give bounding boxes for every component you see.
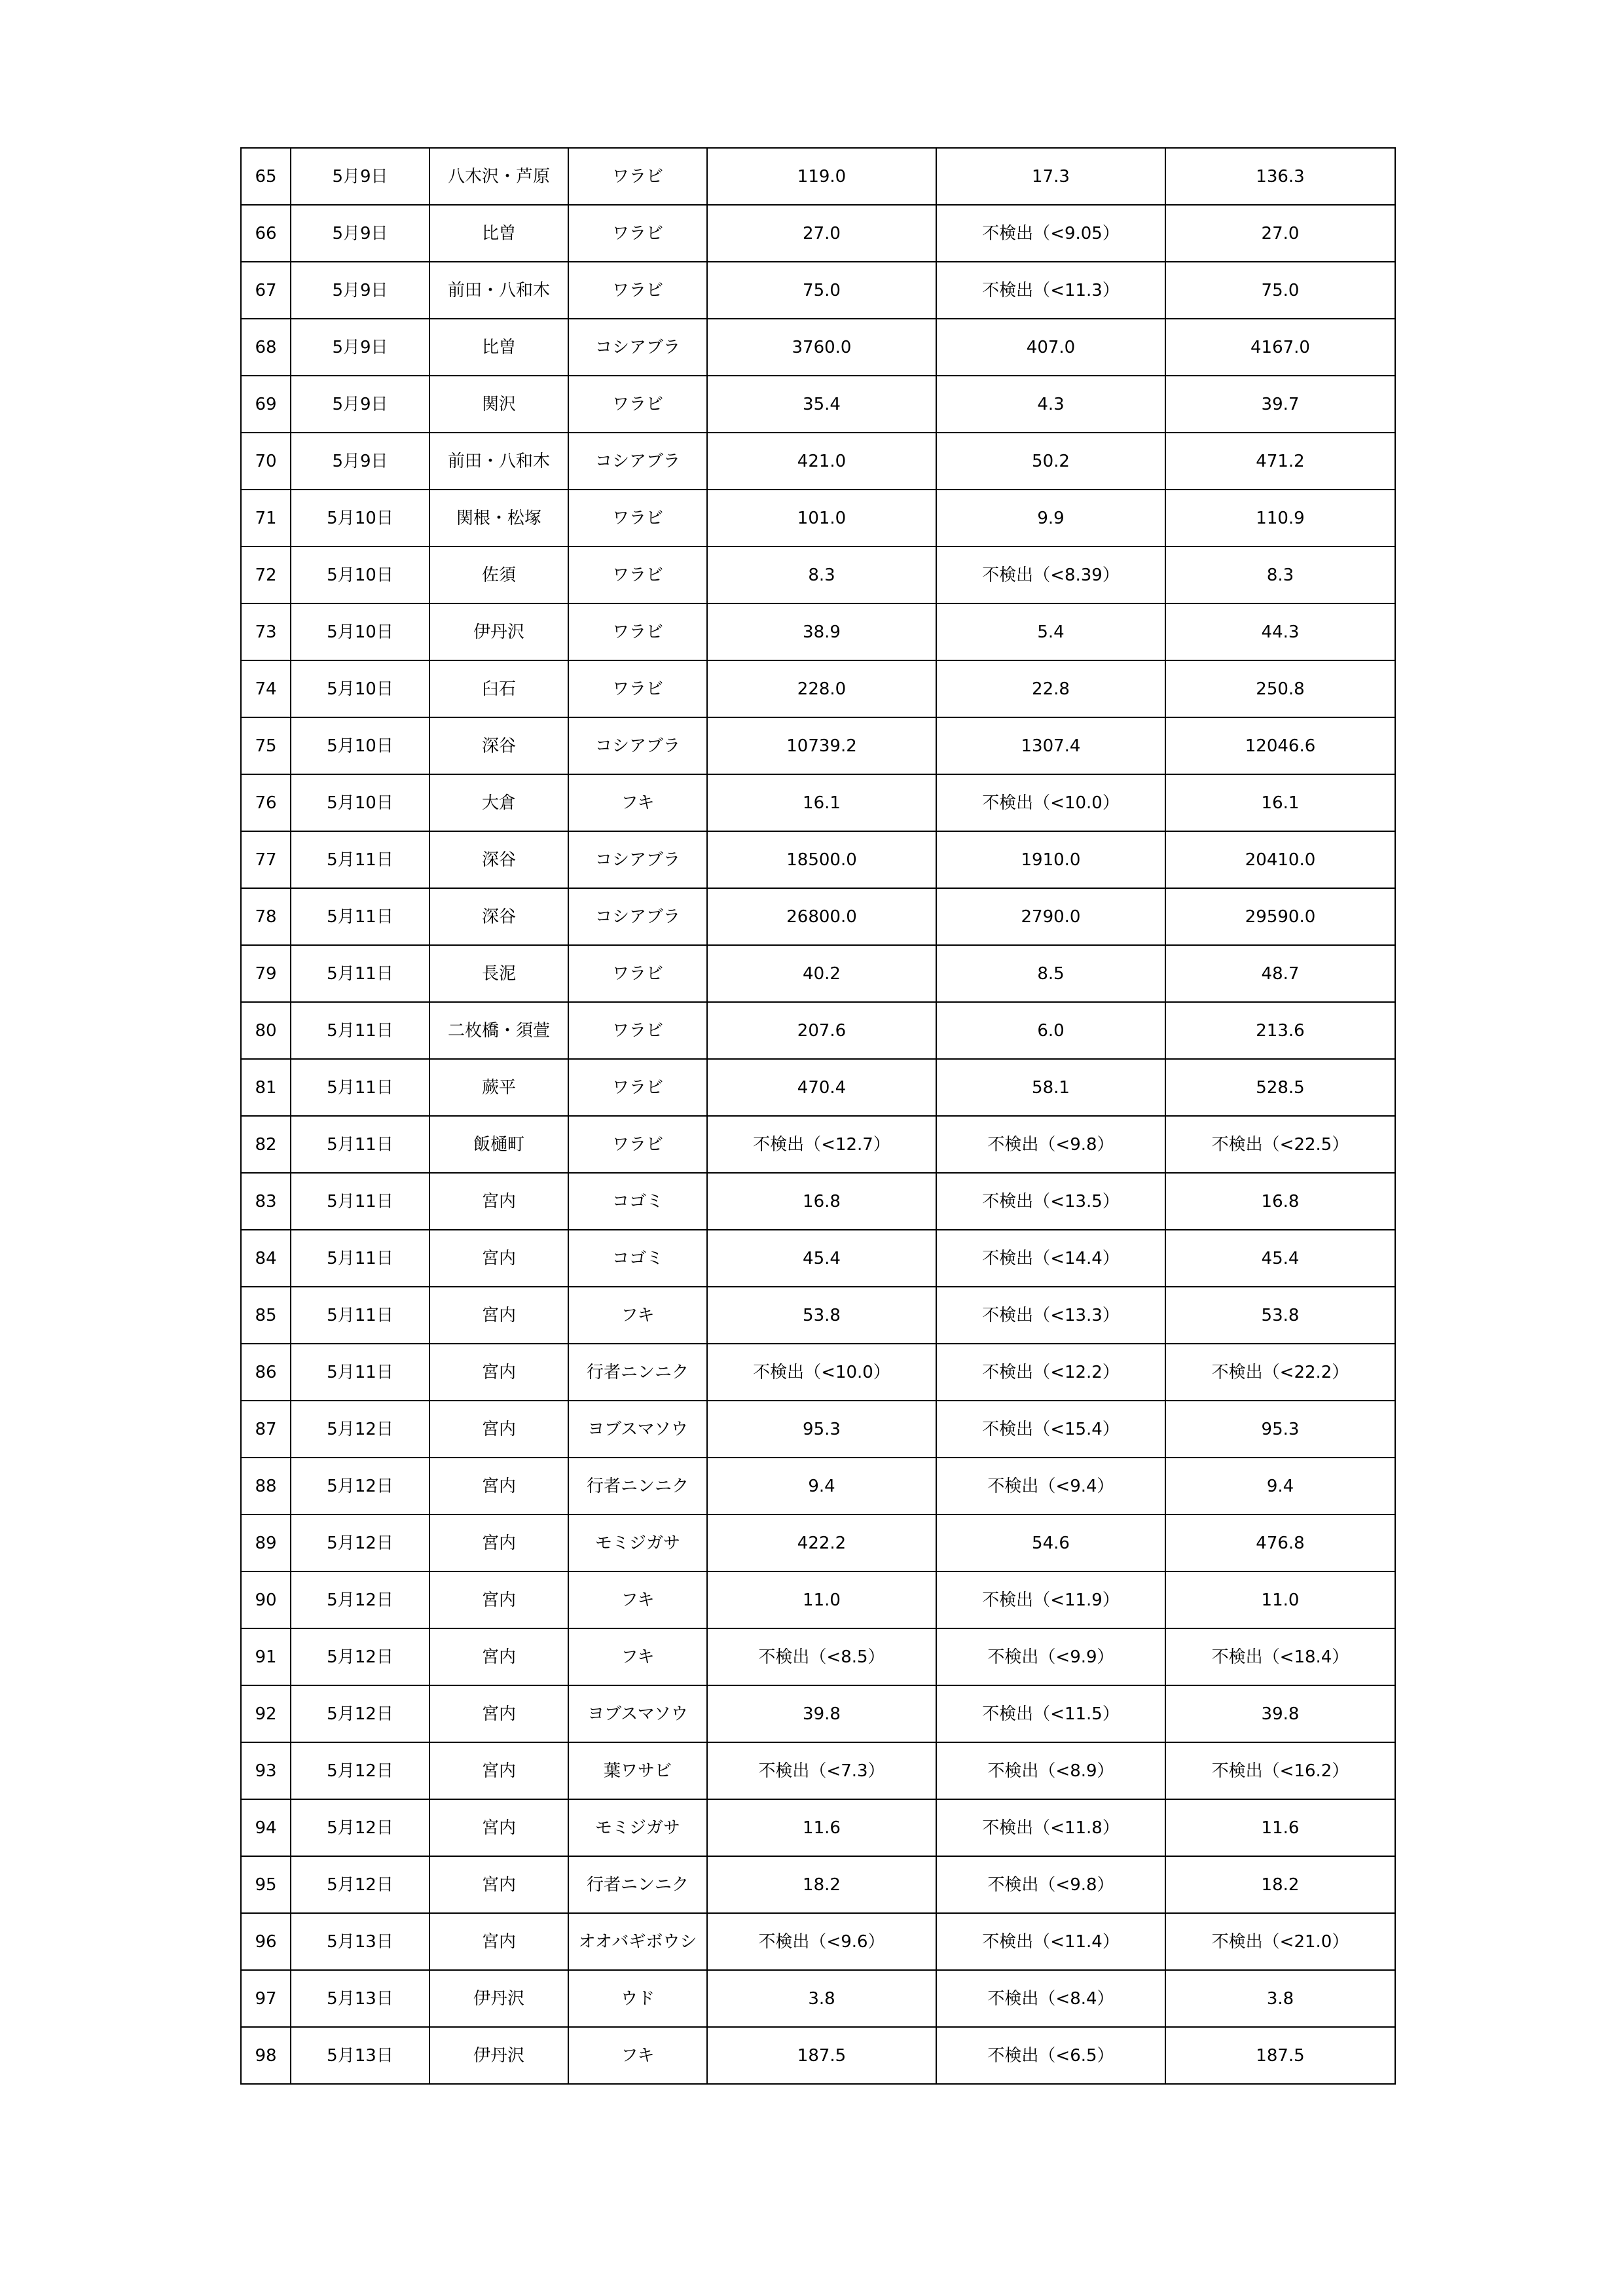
value-1-cell: 3760.0 [707, 319, 936, 376]
item-cell: ワラビ [568, 1059, 707, 1116]
item-cell: ヨブスマソウ [568, 1685, 707, 1742]
location-cell: 飯樋町 [429, 1116, 568, 1173]
table-row [241, 1401, 1395, 1458]
sampling-date-cell: 5月11日 [291, 1002, 429, 1059]
sample-number-cell: 92 [241, 1685, 291, 1742]
item-cell: ウド [568, 1970, 707, 2027]
value-1-cell: 228.0 [707, 660, 936, 717]
sampling-date-cell: 5月13日 [291, 1913, 429, 1970]
table-row [241, 1230, 1395, 1287]
total-value-cell: 75.0 [1165, 262, 1395, 319]
value-2-cell: 不検出（<9.8） [936, 1116, 1165, 1173]
total-value-cell: 29590.0 [1165, 888, 1395, 945]
value-2-cell: 不検出（<13.5） [936, 1173, 1165, 1230]
value-1-cell: 不検出（<12.7） [707, 1116, 936, 1173]
sample-number-cell: 85 [241, 1287, 291, 1344]
table-row [241, 1571, 1395, 1628]
item-cell: コシアブラ [568, 888, 707, 945]
value-2-cell: 5.4 [936, 603, 1165, 660]
location-cell: 宮内 [429, 1742, 568, 1799]
location-cell: 宮内 [429, 1685, 568, 1742]
value-2-cell: 6.0 [936, 1002, 1165, 1059]
value-2-cell: 不検出（<9.4） [936, 1458, 1165, 1515]
total-value-cell: 不検出（<22.5） [1165, 1116, 1395, 1173]
location-cell: 宮内 [429, 1571, 568, 1628]
table-row [241, 1913, 1395, 1970]
sampling-date-cell: 5月11日 [291, 831, 429, 888]
item-cell: ワラビ [568, 262, 707, 319]
total-value-cell: 136.3 [1165, 148, 1395, 205]
total-value-cell: 110.9 [1165, 490, 1395, 547]
sampling-date-cell: 5月11日 [291, 888, 429, 945]
sample-number-cell: 76 [241, 774, 291, 831]
value-2-cell: 407.0 [936, 319, 1165, 376]
sampling-date-cell: 5月10日 [291, 547, 429, 603]
total-value-cell: 53.8 [1165, 1287, 1395, 1344]
value-2-cell: 不検出（<8.39） [936, 547, 1165, 603]
location-cell: 佐須 [429, 547, 568, 603]
sampling-date-cell: 5月11日 [291, 1344, 429, 1401]
table-row [241, 1116, 1395, 1173]
table-row [241, 262, 1395, 319]
value-1-cell: 18.2 [707, 1856, 936, 1913]
value-2-cell: 不検出（<14.4） [936, 1230, 1165, 1287]
table-row [241, 1458, 1395, 1515]
item-cell: ワラビ [568, 490, 707, 547]
sample-number-cell: 89 [241, 1515, 291, 1571]
sample-number-cell: 97 [241, 1970, 291, 2027]
location-cell: 宮内 [429, 1344, 568, 1401]
item-cell: コシアブラ [568, 831, 707, 888]
sampling-date-cell: 5月12日 [291, 1401, 429, 1458]
item-cell: オオバギボウシ [568, 1913, 707, 1970]
value-1-cell: 18500.0 [707, 831, 936, 888]
item-cell: ヨブスマソウ [568, 1401, 707, 1458]
location-cell: 宮内 [429, 1401, 568, 1458]
value-2-cell: 不検出（<11.8） [936, 1799, 1165, 1856]
item-cell: コゴミ [568, 1230, 707, 1287]
value-2-cell: 不検出（<9.05） [936, 205, 1165, 262]
value-2-cell: 22.8 [936, 660, 1165, 717]
location-cell: 宮内 [429, 1515, 568, 1571]
value-1-cell: 470.4 [707, 1059, 936, 1116]
item-cell: コシアブラ [568, 717, 707, 774]
location-cell: 宮内 [429, 1458, 568, 1515]
value-2-cell: 17.3 [936, 148, 1165, 205]
table-row [241, 433, 1395, 490]
sampling-date-cell: 5月12日 [291, 1799, 429, 1856]
location-cell: 前田・八和木 [429, 262, 568, 319]
value-2-cell: 9.9 [936, 490, 1165, 547]
table-row [241, 603, 1395, 660]
location-cell: 比曽 [429, 205, 568, 262]
item-cell: ワラビ [568, 547, 707, 603]
total-value-cell: 27.0 [1165, 205, 1395, 262]
value-1-cell: 39.8 [707, 1685, 936, 1742]
value-1-cell: 16.1 [707, 774, 936, 831]
location-cell: 宮内 [429, 1628, 568, 1685]
value-2-cell: 不検出（<9.8） [936, 1856, 1165, 1913]
item-cell: フキ [568, 1571, 707, 1628]
value-2-cell: 2790.0 [936, 888, 1165, 945]
value-1-cell: 421.0 [707, 433, 936, 490]
value-1-cell: 16.8 [707, 1173, 936, 1230]
sampling-date-cell: 5月11日 [291, 1116, 429, 1173]
value-1-cell: 75.0 [707, 262, 936, 319]
total-value-cell: 4167.0 [1165, 319, 1395, 376]
location-cell: 宮内 [429, 1856, 568, 1913]
total-value-cell: 16.1 [1165, 774, 1395, 831]
total-value-cell: 39.7 [1165, 376, 1395, 433]
sampling-date-cell: 5月9日 [291, 262, 429, 319]
value-1-cell: 53.8 [707, 1287, 936, 1344]
value-2-cell: 不検出（<11.4） [936, 1913, 1165, 1970]
total-value-cell: 16.8 [1165, 1173, 1395, 1230]
value-1-cell: 38.9 [707, 603, 936, 660]
total-value-cell: 45.4 [1165, 1230, 1395, 1287]
sampling-date-cell: 5月12日 [291, 1628, 429, 1685]
location-cell: 深谷 [429, 717, 568, 774]
sample-number-cell: 73 [241, 603, 291, 660]
total-value-cell: 12046.6 [1165, 717, 1395, 774]
location-cell: 伊丹沢 [429, 2027, 568, 2084]
item-cell: コゴミ [568, 1173, 707, 1230]
sample-number-cell: 84 [241, 1230, 291, 1287]
location-cell: 前田・八和木 [429, 433, 568, 490]
sample-number-cell: 68 [241, 319, 291, 376]
table-row [241, 1002, 1395, 1059]
table-row [241, 831, 1395, 888]
table-row [241, 547, 1395, 603]
value-2-cell: 不検出（<15.4） [936, 1401, 1165, 1458]
value-1-cell: 11.6 [707, 1799, 936, 1856]
results-table [240, 147, 1396, 2085]
location-cell: 関根・松塚 [429, 490, 568, 547]
sampling-date-cell: 5月13日 [291, 1970, 429, 2027]
table-row [241, 2027, 1395, 2084]
value-1-cell: 119.0 [707, 148, 936, 205]
sample-number-cell: 79 [241, 945, 291, 1002]
value-2-cell: 不検出（<12.2） [936, 1344, 1165, 1401]
item-cell: モミジガサ [568, 1515, 707, 1571]
location-cell: 八木沢・芦原 [429, 148, 568, 205]
table-row [241, 660, 1395, 717]
sample-number-cell: 86 [241, 1344, 291, 1401]
table-row [241, 1344, 1395, 1401]
table-row [241, 148, 1395, 205]
sampling-date-cell: 5月9日 [291, 433, 429, 490]
value-1-cell: 26800.0 [707, 888, 936, 945]
value-2-cell: 58.1 [936, 1059, 1165, 1116]
total-value-cell: 8.3 [1165, 547, 1395, 603]
sample-number-cell: 91 [241, 1628, 291, 1685]
item-cell: ワラビ [568, 1002, 707, 1059]
total-value-cell: 476.8 [1165, 1515, 1395, 1571]
location-cell: 伊丹沢 [429, 1970, 568, 2027]
value-1-cell: 8.3 [707, 547, 936, 603]
value-1-cell: 207.6 [707, 1002, 936, 1059]
total-value-cell: 11.0 [1165, 1571, 1395, 1628]
results-table-body [241, 148, 1395, 2084]
sampling-date-cell: 5月11日 [291, 945, 429, 1002]
value-1-cell: 不検出（<7.3） [707, 1742, 936, 1799]
sample-number-cell: 71 [241, 490, 291, 547]
total-value-cell: 528.5 [1165, 1059, 1395, 1116]
table-row [241, 1515, 1395, 1571]
value-1-cell: 40.2 [707, 945, 936, 1002]
item-cell: モミジガサ [568, 1799, 707, 1856]
total-value-cell: 187.5 [1165, 2027, 1395, 2084]
sampling-date-cell: 5月11日 [291, 1230, 429, 1287]
table-row [241, 319, 1395, 376]
location-cell: 臼石 [429, 660, 568, 717]
sample-number-cell: 78 [241, 888, 291, 945]
sample-number-cell: 93 [241, 1742, 291, 1799]
sample-number-cell: 74 [241, 660, 291, 717]
item-cell: フキ [568, 1628, 707, 1685]
sampling-date-cell: 5月10日 [291, 660, 429, 717]
total-value-cell: 不検出（<21.0） [1165, 1913, 1395, 1970]
sampling-date-cell: 5月11日 [291, 1059, 429, 1116]
total-value-cell: 18.2 [1165, 1856, 1395, 1913]
table-row [241, 888, 1395, 945]
value-2-cell: 不検出（<11.3） [936, 262, 1165, 319]
table-row [241, 1685, 1395, 1742]
sample-number-cell: 65 [241, 148, 291, 205]
sample-number-cell: 88 [241, 1458, 291, 1515]
item-cell: コシアブラ [568, 319, 707, 376]
sample-number-cell: 83 [241, 1173, 291, 1230]
value-2-cell: 不検出（<10.0） [936, 774, 1165, 831]
value-2-cell: 不検出（<13.3） [936, 1287, 1165, 1344]
location-cell: 深谷 [429, 888, 568, 945]
total-value-cell: 44.3 [1165, 603, 1395, 660]
sampling-date-cell: 5月12日 [291, 1742, 429, 1799]
value-2-cell: 不検出（<9.9） [936, 1628, 1165, 1685]
sampling-date-cell: 5月11日 [291, 1173, 429, 1230]
sample-number-cell: 90 [241, 1571, 291, 1628]
total-value-cell: 不検出（<22.2） [1165, 1344, 1395, 1401]
sampling-date-cell: 5月12日 [291, 1856, 429, 1913]
total-value-cell: 39.8 [1165, 1685, 1395, 1742]
sampling-date-cell: 5月9日 [291, 205, 429, 262]
value-2-cell: 不検出（<11.5） [936, 1685, 1165, 1742]
item-cell: ワラビ [568, 660, 707, 717]
item-cell: フキ [568, 2027, 707, 2084]
table-row [241, 1059, 1395, 1116]
table-row [241, 1970, 1395, 2027]
total-value-cell: 9.4 [1165, 1458, 1395, 1515]
value-1-cell: 95.3 [707, 1401, 936, 1458]
sampling-date-cell: 5月12日 [291, 1571, 429, 1628]
value-2-cell: 不検出（<8.4） [936, 1970, 1165, 2027]
sampling-date-cell: 5月11日 [291, 1287, 429, 1344]
table-row [241, 1173, 1395, 1230]
item-cell: フキ [568, 774, 707, 831]
value-2-cell: 4.3 [936, 376, 1165, 433]
sampling-date-cell: 5月13日 [291, 2027, 429, 2084]
sample-number-cell: 82 [241, 1116, 291, 1173]
table-row [241, 717, 1395, 774]
location-cell: 宮内 [429, 1230, 568, 1287]
table-row [241, 376, 1395, 433]
item-cell: ワラビ [568, 603, 707, 660]
table-row [241, 1856, 1395, 1913]
value-2-cell: 1307.4 [936, 717, 1165, 774]
total-value-cell: 95.3 [1165, 1401, 1395, 1458]
value-1-cell: 11.0 [707, 1571, 936, 1628]
sample-number-cell: 95 [241, 1856, 291, 1913]
item-cell: 葉ワサビ [568, 1742, 707, 1799]
sample-number-cell: 94 [241, 1799, 291, 1856]
sample-number-cell: 69 [241, 376, 291, 433]
sample-number-cell: 72 [241, 547, 291, 603]
table-row [241, 1799, 1395, 1856]
sample-number-cell: 66 [241, 205, 291, 262]
sampling-date-cell: 5月9日 [291, 148, 429, 205]
total-value-cell: 20410.0 [1165, 831, 1395, 888]
item-cell: ワラビ [568, 148, 707, 205]
value-1-cell: 27.0 [707, 205, 936, 262]
location-cell: 二枚橋・須萱 [429, 1002, 568, 1059]
sampling-date-cell: 5月10日 [291, 774, 429, 831]
sample-number-cell: 87 [241, 1401, 291, 1458]
value-2-cell: 8.5 [936, 945, 1165, 1002]
sampling-date-cell: 5月10日 [291, 490, 429, 547]
table-row [241, 205, 1395, 262]
item-cell: 行者ニンニク [568, 1458, 707, 1515]
value-1-cell: 不検出（<10.0） [707, 1344, 936, 1401]
total-value-cell: 213.6 [1165, 1002, 1395, 1059]
value-1-cell: 3.8 [707, 1970, 936, 2027]
value-1-cell: 45.4 [707, 1230, 936, 1287]
sampling-date-cell: 5月9日 [291, 319, 429, 376]
sampling-date-cell: 5月10日 [291, 717, 429, 774]
location-cell: 大倉 [429, 774, 568, 831]
value-1-cell: 不検出（<9.6） [707, 1913, 936, 1970]
item-cell: ワラビ [568, 945, 707, 1002]
item-cell: ワラビ [568, 1116, 707, 1173]
sampling-date-cell: 5月12日 [291, 1458, 429, 1515]
value-1-cell: 10739.2 [707, 717, 936, 774]
value-1-cell: 9.4 [707, 1458, 936, 1515]
location-cell: 蕨平 [429, 1059, 568, 1116]
item-cell: フキ [568, 1287, 707, 1344]
total-value-cell: 250.8 [1165, 660, 1395, 717]
location-cell: 比曽 [429, 319, 568, 376]
sample-number-cell: 75 [241, 717, 291, 774]
sample-number-cell: 77 [241, 831, 291, 888]
location-cell: 関沢 [429, 376, 568, 433]
sample-number-cell: 81 [241, 1059, 291, 1116]
value-1-cell: 422.2 [707, 1515, 936, 1571]
sample-number-cell: 80 [241, 1002, 291, 1059]
table-row [241, 490, 1395, 547]
value-2-cell: 不検出（<11.9） [936, 1571, 1165, 1628]
sample-number-cell: 98 [241, 2027, 291, 2084]
table-row [241, 1287, 1395, 1344]
sampling-date-cell: 5月12日 [291, 1685, 429, 1742]
total-value-cell: 不検出（<18.4） [1165, 1628, 1395, 1685]
location-cell: 宮内 [429, 1173, 568, 1230]
total-value-cell: 48.7 [1165, 945, 1395, 1002]
location-cell: 深谷 [429, 831, 568, 888]
sample-number-cell: 67 [241, 262, 291, 319]
sample-number-cell: 96 [241, 1913, 291, 1970]
item-cell: ワラビ [568, 205, 707, 262]
total-value-cell: 不検出（<16.2） [1165, 1742, 1395, 1799]
value-2-cell: 不検出（<8.9） [936, 1742, 1165, 1799]
table-row [241, 1628, 1395, 1685]
value-2-cell: 1910.0 [936, 831, 1165, 888]
total-value-cell: 11.6 [1165, 1799, 1395, 1856]
item-cell: コシアブラ [568, 433, 707, 490]
sampling-date-cell: 5月10日 [291, 603, 429, 660]
table-row [241, 1742, 1395, 1799]
sampling-date-cell: 5月9日 [291, 376, 429, 433]
value-1-cell: 187.5 [707, 2027, 936, 2084]
value-1-cell: 不検出（<8.5） [707, 1628, 936, 1685]
value-2-cell: 不検出（<6.5） [936, 2027, 1165, 2084]
total-value-cell: 471.2 [1165, 433, 1395, 490]
value-1-cell: 101.0 [707, 490, 936, 547]
value-1-cell: 35.4 [707, 376, 936, 433]
location-cell: 伊丹沢 [429, 603, 568, 660]
sample-number-cell: 70 [241, 433, 291, 490]
sampling-date-cell: 5月12日 [291, 1515, 429, 1571]
location-cell: 宮内 [429, 1799, 568, 1856]
location-cell: 宮内 [429, 1287, 568, 1344]
table-row [241, 945, 1395, 1002]
total-value-cell: 3.8 [1165, 1970, 1395, 2027]
location-cell: 宮内 [429, 1913, 568, 1970]
item-cell: ワラビ [568, 376, 707, 433]
value-2-cell: 50.2 [936, 433, 1165, 490]
value-2-cell: 54.6 [936, 1515, 1165, 1571]
item-cell: 行者ニンニク [568, 1856, 707, 1913]
table-row [241, 774, 1395, 831]
location-cell: 長泥 [429, 945, 568, 1002]
item-cell: 行者ニンニク [568, 1344, 707, 1401]
